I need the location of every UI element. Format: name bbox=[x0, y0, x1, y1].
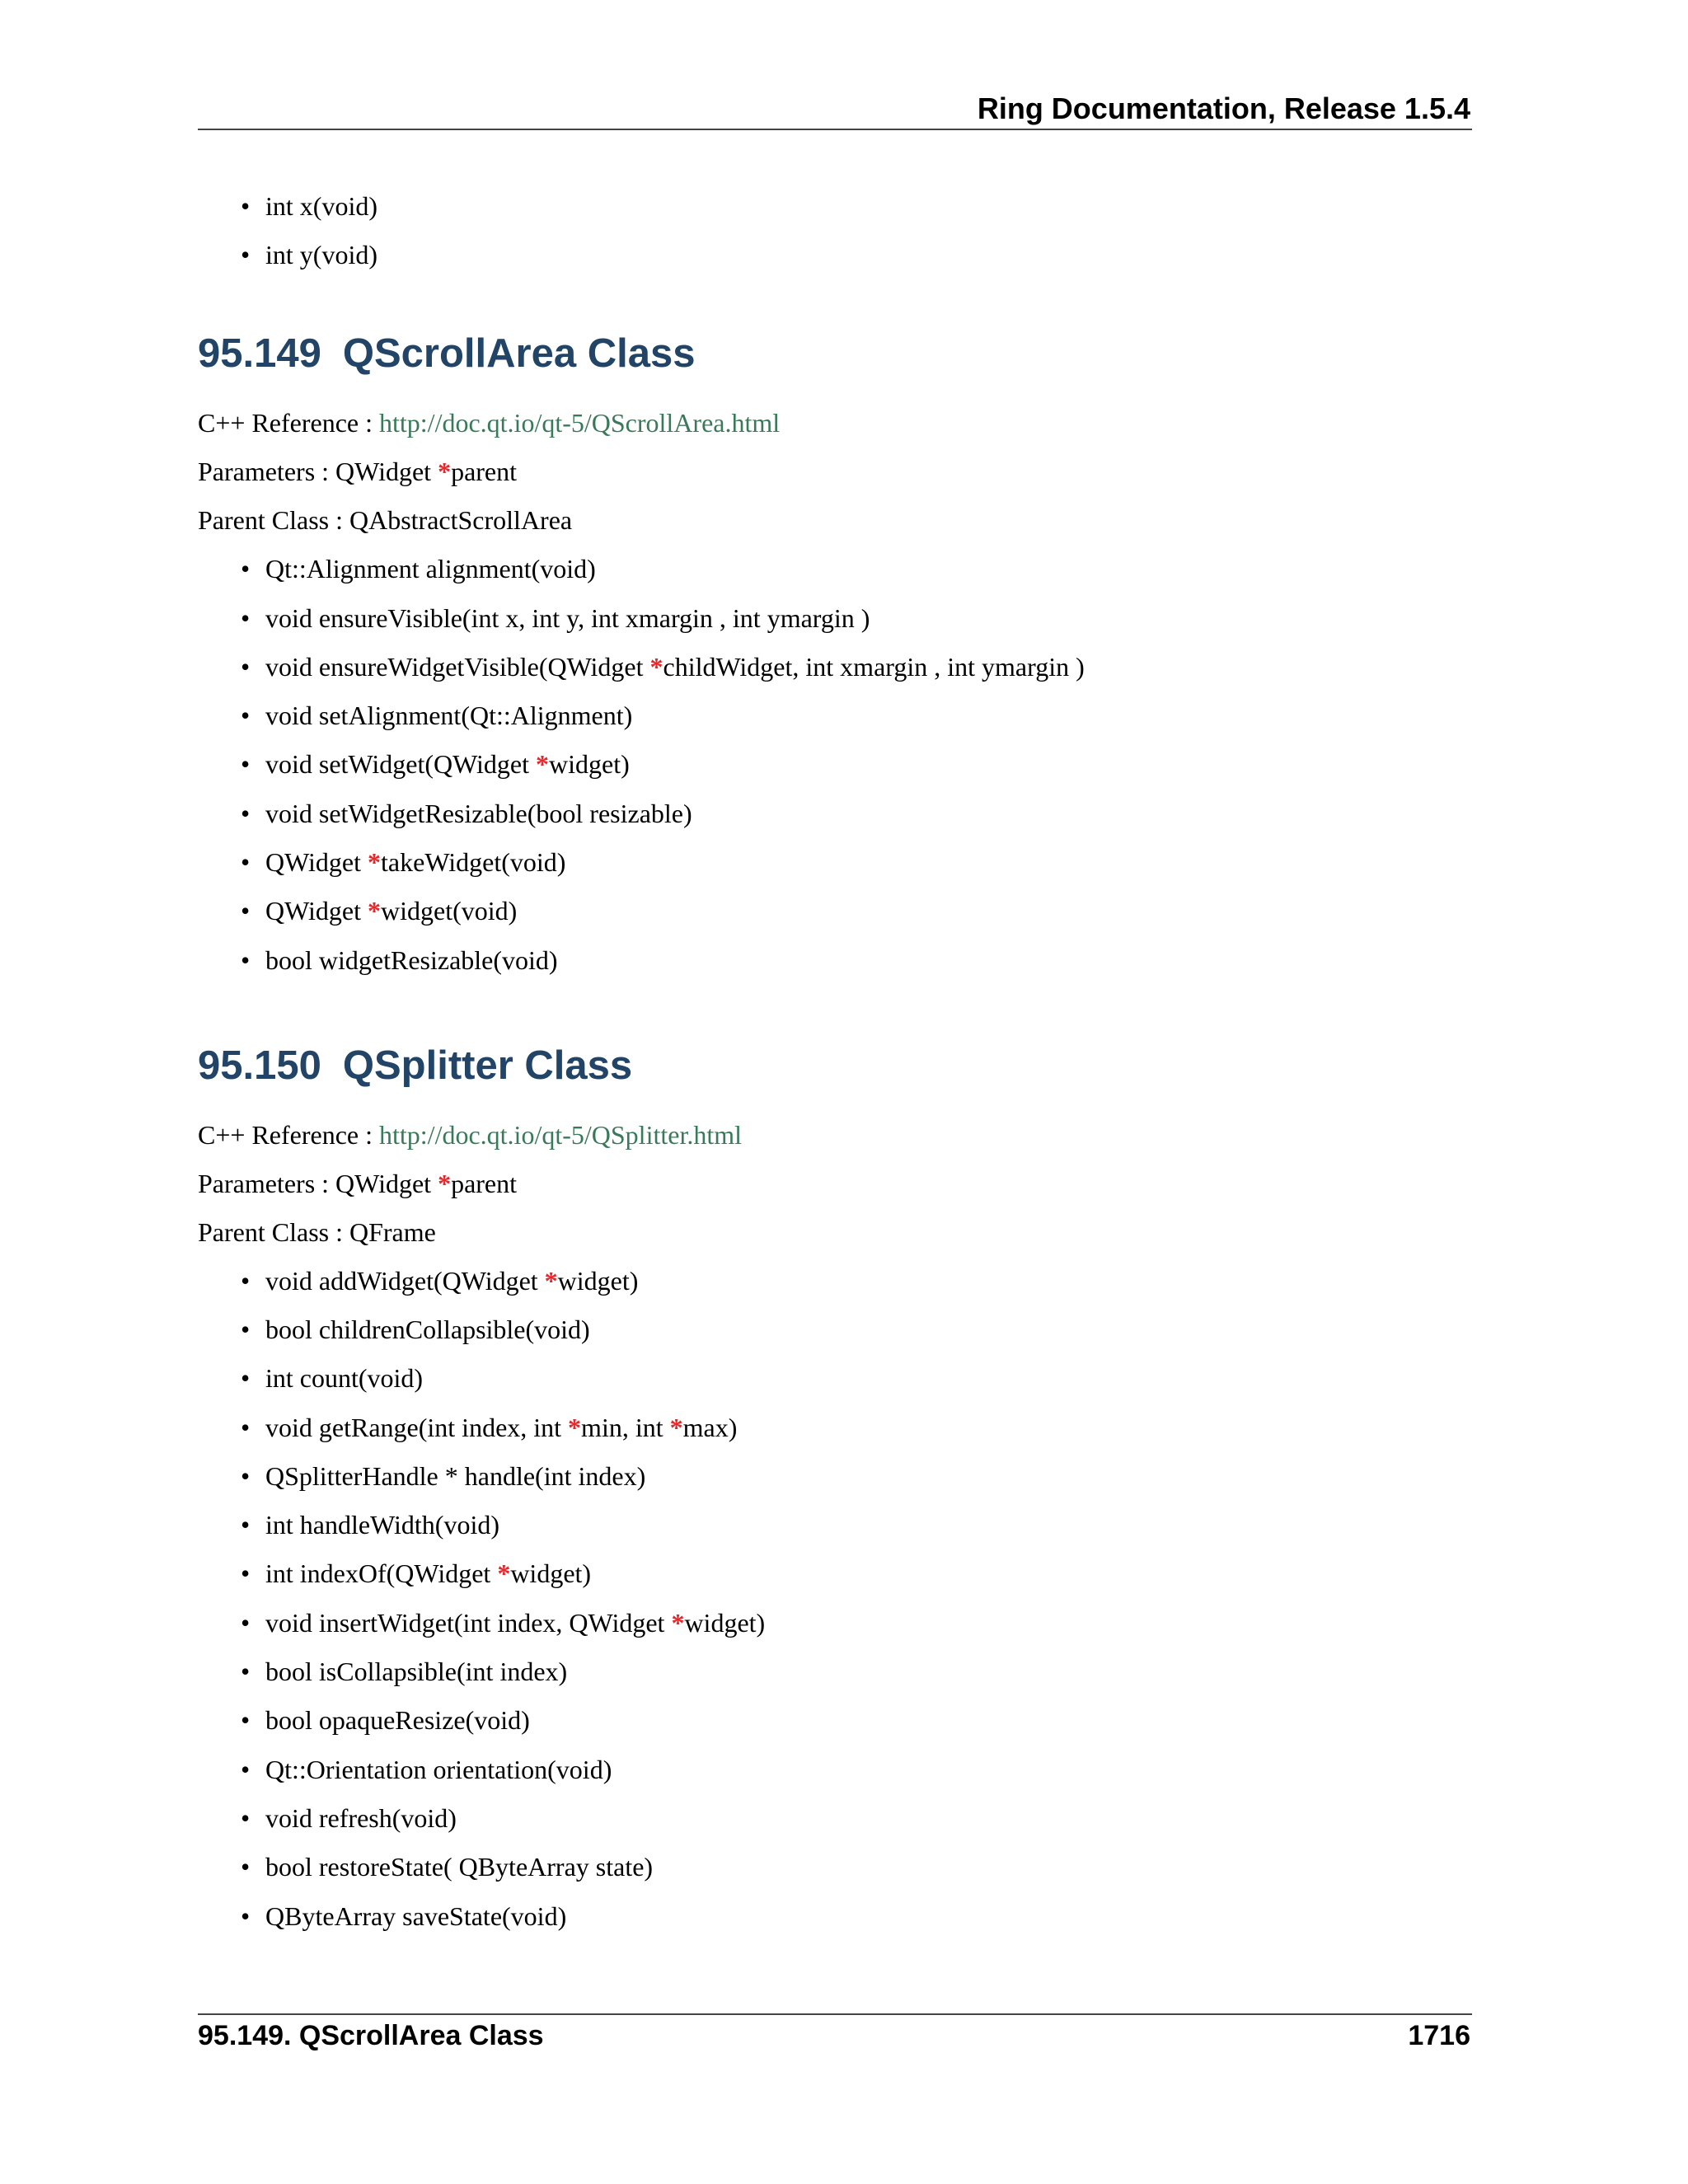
list-item: • int count(void) bbox=[265, 1361, 1472, 1394]
footer-section-title: 95.149. QScrollArea Class bbox=[198, 2020, 544, 2051]
cpp-reference-line: C++ Reference : http://doc.qt.io/qt-5/QSplitter.html bbox=[198, 1119, 742, 1150]
footer-rule bbox=[198, 2013, 1472, 2015]
section-heading-qsplitter bbox=[198, 1041, 1472, 1090]
list-item: • int y(void) bbox=[265, 238, 1472, 271]
list-item: • void ensureWidgetVisible(QWidget *childWidget, int xmargin , int ymargin ) bbox=[265, 650, 1472, 683]
parameters-line: Parameters : QWidget *parent bbox=[198, 457, 518, 487]
cpp-reference-link[interactable]: http://doc.qt.io/qt-5/QSplitter.html bbox=[379, 1119, 742, 1150]
list-item: • bool isCollapsible(int index) bbox=[265, 1655, 1472, 1688]
cpp-reference-line: C++ Reference : http://doc.qt.io/qt-5/QScrollArea.html bbox=[198, 408, 781, 438]
list-item: • Qt::Alignment alignment(void) bbox=[265, 552, 1472, 585]
section-heading-qscrollarea bbox=[198, 329, 1472, 378]
list-item: • Qt::Orientation orientation(void) bbox=[265, 1753, 1472, 1786]
page-number: 1716 bbox=[1408, 2020, 1470, 2051]
list-item: • void getRange(int index, int *min, int *max) bbox=[265, 1411, 1472, 1444]
list-item: • bool restoreState( QByteArray state) bbox=[265, 1850, 1472, 1883]
parameters-line: Parameters : QWidget *parent bbox=[198, 1168, 518, 1198]
list-item: • void setWidgetResizable(bool resizable) bbox=[265, 797, 1472, 830]
list-item: • void addWidget(QWidget *widget) bbox=[265, 1264, 1472, 1297]
qsplitter-method-list bbox=[198, 1264, 1472, 1933]
pointer-star: * bbox=[438, 1168, 452, 1198]
section-title: QScrollArea Class bbox=[342, 331, 696, 377]
intro-method-list bbox=[198, 190, 1472, 271]
list-item: • void refresh(void) bbox=[265, 1802, 1472, 1835]
list-item: • bool widgetResizable(void) bbox=[265, 944, 1472, 977]
section-number: 95.150 bbox=[198, 1043, 321, 1088]
running-header-title: Ring Documentation, Release 1.5.4 bbox=[977, 91, 1470, 125]
section-number: 95.149 bbox=[198, 331, 321, 377]
list-item: • QWidget *takeWidget(void) bbox=[265, 846, 1472, 879]
list-item: • bool childrenCollapsible(void) bbox=[265, 1313, 1472, 1346]
list-item: • int indexOf(QWidget *widget) bbox=[265, 1557, 1472, 1590]
list-item: • bool opaqueResize(void) bbox=[265, 1704, 1472, 1736]
list-item: • void setAlignment(Qt::Alignment) bbox=[265, 699, 1472, 732]
section-title: QSplitter Class bbox=[342, 1043, 633, 1088]
page-content bbox=[198, 190, 1472, 1933]
parent-class-line: Parent Class : QAbstractScrollArea bbox=[198, 505, 573, 536]
list-item: • void insertWidget(int index, QWidget *widget) bbox=[265, 1606, 1472, 1639]
list-item: • int handleWidth(void) bbox=[265, 1508, 1472, 1541]
list-item: • QSplitterHandle * handle(int index) bbox=[265, 1460, 1472, 1493]
list-item: • QByteArray saveState(void) bbox=[265, 1900, 1472, 1933]
list-item: • int x(void) bbox=[265, 190, 1472, 223]
pointer-star: * bbox=[438, 457, 452, 487]
qscrollarea-method-list bbox=[198, 552, 1472, 976]
list-item: • void setWidget(QWidget *widget) bbox=[265, 748, 1472, 780]
list-item: • void ensureVisible(int x, int y, int xmargin , int ymargin ) bbox=[265, 602, 1472, 635]
cpp-reference-link[interactable]: http://doc.qt.io/qt-5/QScrollArea.html bbox=[379, 408, 781, 438]
list-item: • QWidget *widget(void) bbox=[265, 894, 1472, 927]
parent-class-line: Parent Class : QFrame bbox=[198, 1216, 436, 1247]
header-rule bbox=[198, 129, 1472, 130]
